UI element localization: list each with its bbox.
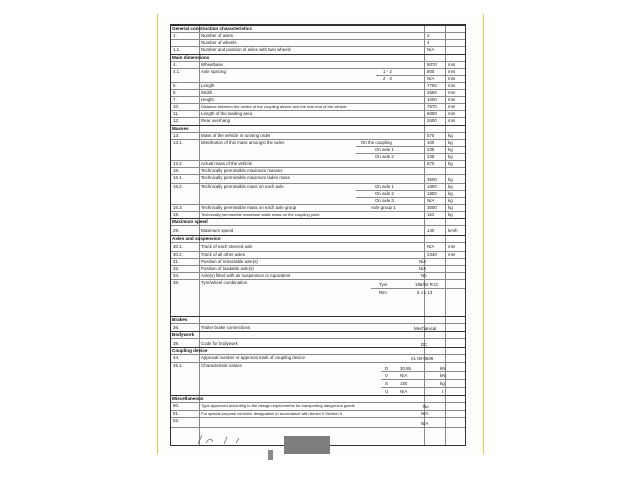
row-value: N/A	[419, 259, 427, 264]
row-value: 235	[427, 154, 435, 159]
stamp-mark	[284, 436, 330, 454]
section-coupling: Coupling device	[172, 348, 208, 353]
row-value: 800	[427, 69, 435, 74]
row-num: 31.	[173, 259, 180, 264]
row-value: 4	[427, 40, 430, 45]
row-label: Technically permissible mass on each axle group	[201, 205, 297, 210]
row-label: Position of loadable axle(s)	[201, 266, 254, 271]
row-unit: mm	[448, 97, 456, 102]
row-num: 4.	[173, 62, 177, 67]
row-sublabel: Axle group 1	[371, 205, 396, 210]
row-unit: mm	[448, 90, 456, 95]
row-num: 1.1.	[173, 47, 181, 52]
section-masses: Masses	[172, 126, 189, 131]
row-value: 3500	[427, 177, 437, 182]
stamp-mark-small	[268, 450, 273, 460]
row-num: 30.2.	[173, 252, 183, 257]
row-value: 110	[427, 212, 434, 217]
row-value: 3500	[427, 205, 437, 210]
row-num: 7.	[173, 97, 177, 102]
row-value: 1000	[427, 97, 437, 102]
row-value: Mechanical	[414, 326, 437, 331]
row-label: Height	[201, 97, 214, 102]
row-unit: kg	[448, 191, 453, 196]
row-num: 12.	[173, 118, 180, 123]
row-value: N/A	[400, 389, 408, 394]
yellow-edge-right	[483, 14, 484, 454]
section-general: General construction characteristics	[172, 26, 252, 31]
row-unit: kg	[448, 140, 453, 145]
row-num: 13.	[173, 133, 180, 138]
row-value: 2600	[427, 118, 437, 123]
row-label: Maximum speed	[201, 228, 234, 233]
row-unit: mm	[448, 104, 456, 109]
row-label: Tyre/wheel combination	[201, 280, 248, 285]
row-label: Wheelbase	[201, 62, 223, 67]
section-brakes: Brakes	[172, 317, 188, 322]
row-value: 1800	[427, 184, 437, 189]
row-label: Axle(s) fitted with air suspension or equivalent	[201, 273, 291, 278]
row-unit: kg	[448, 147, 453, 152]
row-label: Position of retractable axle(s)	[201, 259, 258, 264]
row-unit: mm	[448, 76, 456, 81]
row-num: 5.	[173, 83, 177, 88]
row-unit: mm	[448, 244, 456, 249]
row-sublabel: On axle 3	[375, 198, 394, 203]
row-label: Width	[201, 90, 213, 95]
section-dimensions: Main dimensions	[172, 55, 210, 60]
row-num: 16.1.	[173, 175, 183, 180]
row-label: Length	[201, 83, 215, 88]
row-num: 4.1.	[173, 69, 181, 74]
row-unit: kg	[448, 154, 453, 159]
row-unit: kg	[440, 381, 445, 386]
row-unit: kg	[448, 133, 453, 138]
row-num: 29.	[173, 228, 180, 233]
row-value: DC	[421, 342, 428, 347]
row-num: 32.	[173, 266, 180, 271]
row-unit: mm	[448, 69, 456, 74]
row-label: Trailer brake connections	[201, 325, 251, 330]
row-label: Characteristic values	[201, 363, 242, 368]
row-value: No	[421, 273, 427, 278]
row-num: 6.	[173, 90, 177, 95]
row-value: 235	[427, 147, 435, 152]
row-num: 34.	[173, 273, 180, 278]
section-misc: Miscellaneous	[172, 396, 204, 401]
row-num: 38.	[173, 341, 180, 346]
row-label: Technically permissible mass on each axle	[201, 184, 284, 189]
row-num: 30.1.	[173, 244, 183, 249]
row-value: 30.85	[400, 366, 411, 371]
row-label: Technically permissible maximum laden mass	[201, 175, 290, 180]
row-num: 19.	[173, 212, 180, 217]
section-bodywork: Bodywork	[172, 332, 195, 337]
row-label: Type-approved according to the design requirements for transporting dangerous goods	[201, 403, 355, 408]
row-sublabel: U	[385, 389, 389, 394]
row-sublabel: On axle 1	[375, 147, 394, 152]
row-sublabel: Rim	[379, 290, 387, 295]
row-unit: mm	[448, 111, 456, 116]
row-sublabel: On axle 2	[375, 154, 394, 159]
row-value: N/A	[427, 47, 435, 52]
row-value: N/A	[427, 198, 435, 203]
row-sublabel: S	[385, 381, 388, 386]
row-sublabel: V	[385, 373, 388, 378]
row-unit: kg	[448, 184, 453, 189]
row-value: 2340	[427, 252, 437, 257]
row-sublabel: D	[385, 366, 389, 371]
row-value: 2550	[427, 90, 437, 95]
row-value: 100	[427, 140, 435, 145]
row-label: Length of the loading area	[201, 111, 253, 116]
row-num: 13.2.	[173, 161, 183, 166]
row-unit: mm	[448, 252, 456, 257]
row-label: For special purpose vehicles: designation in accordance with Annex II Section 5	[201, 411, 342, 416]
row-unit: kg	[448, 212, 453, 217]
row-unit: mm	[448, 62, 456, 67]
row-label: Distance between the centre of the coupling device and the rear end of the vehicle	[201, 104, 347, 109]
row-num: 50.	[173, 403, 180, 408]
row-value: 5070	[427, 62, 437, 67]
row-unit: km/h	[448, 228, 458, 233]
row-num: 16.	[173, 168, 180, 173]
row-label: Technically permissible maximum masses	[201, 168, 283, 173]
row-value: N/A	[400, 373, 408, 378]
row-label: Number and position of axles with twin wheels	[201, 47, 291, 52]
row-value: N/A	[421, 411, 429, 416]
row-num: 44.	[173, 355, 180, 360]
row-label: Number of axles	[201, 33, 233, 38]
row-label: Distribution of this mass amongst the axles	[201, 140, 285, 145]
row-value: N/A	[419, 266, 427, 271]
row-sublabel: 1 - 2	[383, 69, 392, 74]
row-value: 140	[427, 228, 435, 233]
row-value: 570	[427, 133, 435, 138]
row-sublabel: Tyre	[379, 282, 388, 287]
row-label: Approval number or approval mark of coupling device	[201, 355, 305, 360]
row-label: Code for bodywork	[201, 341, 238, 346]
row-label: Axle spacing	[201, 69, 226, 74]
row-value: N/A	[427, 244, 435, 249]
row-value: 195/50 R13	[415, 282, 438, 287]
row-value: 7670	[427, 104, 437, 109]
row-num: 10.	[173, 104, 180, 109]
row-value: N/A	[421, 421, 429, 426]
row-num: 1.	[173, 33, 177, 38]
row-value: 1800	[427, 191, 437, 196]
row-unit: kN	[440, 366, 446, 371]
row-unit: t	[442, 389, 444, 394]
row-num: 51.	[173, 411, 180, 416]
row-unit: kg	[448, 205, 453, 210]
row-num: 13.1.	[173, 140, 183, 145]
handwritten-signature	[196, 432, 266, 446]
row-value: 570	[427, 161, 435, 166]
row-num: 52.	[173, 418, 180, 423]
section-axles: Axles and suspension	[172, 236, 221, 241]
row-num: 36.	[173, 325, 180, 330]
row-value: 150	[400, 381, 408, 386]
row-sublabel: 2 - 3	[383, 76, 392, 81]
row-unit: kg	[448, 177, 453, 182]
row-num: 45.1.	[173, 363, 183, 368]
row-label: Actual mass of the vehicle	[201, 161, 253, 166]
row-unit: kN	[440, 373, 446, 378]
row-label: Mass of the vehicle in running order	[201, 133, 271, 138]
row-unit: kg	[448, 161, 453, 166]
row-value: 2	[427, 33, 430, 38]
section-speed: Maximum speed	[172, 219, 208, 224]
row-num: 11.	[173, 111, 179, 116]
yellow-edge-left	[157, 14, 158, 454]
row-sublabel: On axle 1	[375, 184, 394, 189]
row-value: N/A	[427, 76, 435, 81]
row-label: Rear overhang	[201, 118, 231, 123]
row-value: No	[423, 404, 429, 409]
row-label: Track of each steered axle	[201, 244, 253, 249]
row-unit: mm	[448, 118, 456, 123]
row-sublabel: On axle 2	[375, 191, 394, 196]
row-label: Technically permissible maximum static mass on the coupling point	[201, 212, 320, 217]
row-value: 6 J x 13	[417, 290, 433, 295]
specification-table	[170, 24, 466, 446]
row-num: 16.3.	[173, 205, 183, 210]
row-unit: kg	[448, 198, 453, 203]
row-value: 7700	[427, 83, 437, 88]
row-label: Number of wheels	[201, 40, 237, 45]
row-label: Track of all other axles	[201, 252, 246, 257]
row-value: e1 00-0509	[411, 356, 434, 361]
row-value: 6000	[427, 111, 437, 116]
row-num: 35.	[173, 280, 180, 285]
row-num: 16.2.	[173, 184, 183, 189]
row-unit: mm	[448, 83, 456, 88]
row-sublabel: On the coupling	[361, 140, 392, 145]
